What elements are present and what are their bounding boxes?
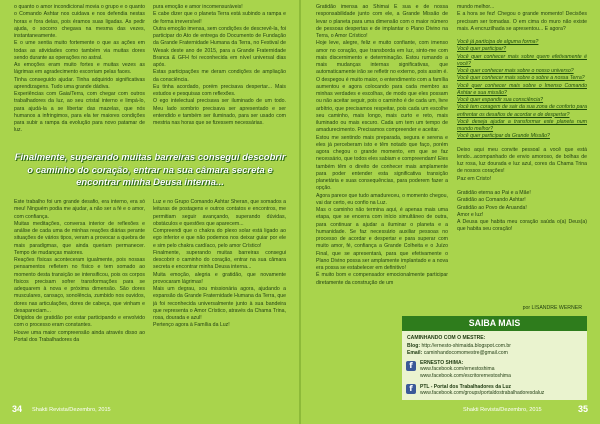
article-text: Gratidão imensa ao Shimai E sua e de nossa responsabilidade junto com ele, a Grande Missão de levar o planeta para uma dimensão com o maior número de pessoas despertas e de implantar o Plano Divino na Terra, o Amor Crístico! Hoje leve, alegre, feliz e muito confiante, com imenso amor no coração, que transborda em luz, sinto-me com mais discernimento e determinação. Estou rumando a mais mudanças internas significativas, que automaticamente irão se refletir no externo, pois assim é. O despegou é muito maior, o entendimento com a família aumentou e agora colocando para cada membro as minhas verdades e escolhas, de modo que eles possam ou não aceitar seguir, pois o caminho é de cada um, livre arbítrio, que precisamos respeitar, pois cada um escolhe seu caminho, mais longo, mais curto e reto, mais iluminado ou mais escuro. Cada um tem um tempo de amadurecimento. Precisamos compreender e aceitar. Estou me sentindo mais preparada, segura e serena e eles já perceberam isto e têm notado que faço, porém agora chegou o grande momento, em que se faz necessário, que todos eles sabiam e compreendam! Eles também têm o direito de conhecer mais amplamente para poder entender esta significativa transição planetária e suas consequências, para poderem fazer a opção. Agora parece que tudo amadureceu, o momento chegou, vai dar certo, eu confio na Luz. Mas o caminho não termina aqui, é apenas mais uma etapa, que se encerra com início simultâneo de outra, para continuar a ajudar a iluminar o planeta e a humanidade. Se faz necessário auxiliar pessoas no processo de acordar e despertar e para superar com muito amor, fé, confiança a Grande Colheita e o Juízo Final, que se apresentará, para que efetivamente o Plano Divino possa ser amplamente implantado e a nova era possa se estabelecer em definitivo! É muito bom e compensador emocionalmente participar diretamente da construção de um	[316, 4, 448, 286]
saiba-mais-title: SAIBA MAIS	[402, 316, 587, 331]
question-item: Você quer participar da Grande Missão?	[457, 133, 550, 140]
ernesto-facebook-link-2[interactable]: www.facebook.com/escritorernestoshima	[420, 372, 511, 379]
author-byline: por LISANDRE WERNER	[522, 305, 582, 311]
left-column-2-bottom	[153, 199, 286, 399]
page-number-right: 35	[578, 404, 589, 414]
article-text: mundo melhor... E a hora se fez! Chegou o grande momento! Decisões precisam ser tomadas. O em cima do muro não existe mais. A encruzilhada se apresentou... E agora?	[457, 4, 587, 32]
article-text: Deixo aqui meu convite pessoal a você que está lendo...acompanhado de envio amoroso, de bolhas de luz rosa, luz dourada e luz azul, cores da Chama Trina de nossos corações! Paz em Cristo! Gratidão eterna ao Pai e a Mãe! Gratidão ao Comando Ashtar! Gratidão ao Povo de Aruanda! Amor e luz! A Deusa que habita meu coração saúda o(a) Deus(a) que habita seu coração!	[457, 146, 587, 233]
caminhando-label: CAMINHANDO COM O MESTRE:	[407, 335, 486, 341]
blog-link[interactable]: http://ernesto-shimaida.blogspot.com.br	[421, 343, 511, 349]
footer-right-text: Shakti Revista/Dezembro, 2015	[463, 407, 542, 413]
saiba-mais-box	[402, 316, 587, 400]
article-text: o quanto o amor incondicional movia o grupo e o quanto o Comando Ashtar nos cuidava e nos defendia nestas horas e fora delas, pois éramos suas ligadas. As pedir ajuda, o socorro chegava na mesma das vezes, instantaneamente. E o ume sentia muito fortemente o que as ações em todas as atividades como também via muitas dores sendo durante as operações no astral. As emoções eram muito fortes e muitas vezes as lágrimas em agradecimento escorriam pelas faces. Tinha conseguido ajudar. Tinha adquirido significativas aprendizagens. Tudo uma grande dádiva. Experiências com Gaia/Terra, com chegar com outros trabalhadores da luz, ao seu cristal interno e limpá-lo, para ajudá-la a se libertar das mazelas, que nós humanos a infringimos, para ela ter maiores condições para subir a rampa da evolução para novo patamar de luz.	[14, 4, 145, 134]
email-label: Email:	[407, 350, 423, 356]
question-item: Você quer participar?	[457, 46, 507, 53]
question-item: Você quer conhecer mais sobre o nosso universo?	[457, 68, 574, 74]
pull-quote: Finalmente, superando muitas barreiras consegui descobrir o caminho do coração, entrar na sua câmara secreta e encontrar minha Deusa interna...	[14, 152, 286, 188]
question-item: Você quer conhecer mais sobre o sobre a nossa Terra?	[457, 75, 585, 82]
right-column-2	[457, 4, 587, 302]
blog-line	[407, 343, 511, 349]
question-item: Você já participa de alguma forma?	[457, 39, 539, 45]
page-number-left: 34	[12, 404, 23, 414]
facebook-icon[interactable]: f	[406, 384, 416, 394]
left-page	[0, 0, 299, 424]
article-text: Luz e no Grupo Comando Ashtar Sheran, que somados a leituras de postagens e outros contatos e encontros, me permitiam seguir avançando, superando dúvidas, obstáculos e questões que aparecem... Compreendi que o chakra do plexo solar está ligado ao ego inferior e que não podemos nos deixar guiar por ele e sim pelo chakra cardíaco, pelo amor Crístico! Finalmente, superando muitas barreiras consegui descobrir o caminho do coração, entrar na sua câmara secreta e encontrar minha Deusa interna... Muita emoção, alegria e gratidão, que novamente provocaram lágrimas! Mais um degrau, sou missionária agora, ajudando a expansão da Grande Fraternidade Humana da Terra, que já foi reconhecida universalmente junto à sua bandeira que representa o Amor Crístico, através da Chama Trina, rosa, dourada e azul! Pertenço agora à Família da Luz!	[153, 199, 286, 329]
article-text: pura emoção e amor incomensuráveis! E cabe dizer que o planeta Terra está subindo a rampa e de forma irreversível! Outra emoção imensa, sem condições de descrevê-la, foi participar do Ato de entrega do Documento de Fundação da Grande Fraternidade Humana da Terra, no Festival de Wesak deste ano de 2015, para a Grande Fraternidade Branca & GFH foi reconhecida em nível universal dias após. Estas participações me deram condições de ampliação da consciência. Eu tinha acordado, porém precisava despertar... Mais estudos e pesquisas com reflexões. O ego intelectual precisava ser iluminado de um todo. Meu lado sombrio precisava ser apresentado e ser entendido e também ser iluminado, para ser usado com mestria nas horas que se fizessem necessárias.	[153, 4, 286, 126]
ernesto-facebook-link[interactable]: www.facebook.com/ernestoshima	[420, 366, 495, 373]
footer-left-text: Shakti Revista/Dezembro, 2015	[32, 407, 111, 413]
page-gutter	[299, 0, 301, 424]
email-link[interactable]: caminhandocomomestre@gmail.com	[423, 350, 508, 356]
facebook-icon[interactable]: f	[406, 361, 416, 371]
ptl-facebook-link[interactable]: www.facebook.com/groups/portaldostrabalhadoresdaluz	[420, 390, 545, 397]
ptl-block	[420, 384, 544, 397]
ernesto-name: ERNESTO SHIMA:	[420, 360, 464, 366]
question-item: Você quer expandir sua consciência?	[457, 97, 544, 103]
question-item: Você tem coragem de sair da sua zona de conforto para enfrentar os desafios de acordar e de despertar?	[457, 104, 587, 118]
question-item: Você quer conhecer mais sobre quem efetivamente é você?	[457, 53, 587, 67]
email-line	[407, 350, 508, 356]
blog-label: Blog:	[407, 343, 421, 349]
question-list	[457, 39, 587, 141]
article-text: Este trabalho foi um grande desafio, era interno, era só meu! Ninguém podia me ajudar, a não ser a fé e o amor, com confiança. Muitas meditações, conversa interior de reflexões e análise de cada uma de minhas reações diárias perante situações de vários tipos, veram a provocar a quebra de mais paradigmas, que ainda queriam permanecer. Tempo de mudanças maiores. Reações físicas aconteceram igualmente, pois nossas pensamentos refletem no físico e tem somado ao momento desta transição se intensificou, pois os corpos físicos precisam sofrer transformações para se adequarem à nova e próxima dimensão. São dores musculares, cansaço, sonolência, zumbido nos ouvidos, dores nas articulações, dores de cabeça, que vinham e desapareciam... Dirigidos de gratidão por estar participando e envolvido com o processo eram constantes. Houve uma maior compreensão ainda através disso ao Portal dos Trabalhadores da	[14, 199, 145, 343]
left-column-1-top	[14, 4, 145, 150]
ptl-label: PTL - Portal dos Trabalhadores da Luz	[420, 384, 512, 390]
left-column-2-top	[153, 4, 286, 150]
left-column-1-bottom	[14, 199, 145, 399]
question-item: Você deseja ajudar a transformar este planeta num mundo melhor?	[457, 118, 587, 132]
question-item: Você quer conhecer mais sobre o Imenso Comando Ashtar e sua missão?	[457, 82, 587, 96]
ernesto-block	[420, 360, 511, 379]
